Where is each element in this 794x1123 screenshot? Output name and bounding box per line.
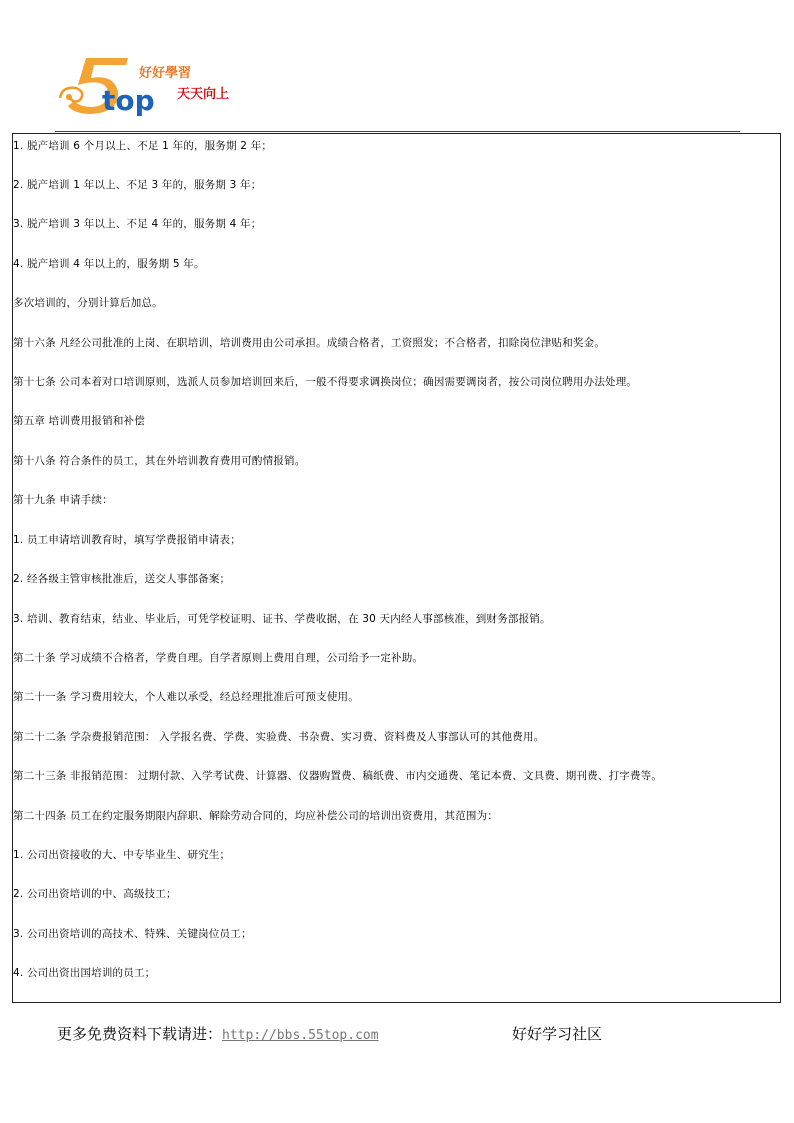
chapter-heading: 第五章 培训费用报销和补偿 [13, 415, 145, 427]
list-item: 2. 公司出资培训的中、高级技工； [13, 888, 177, 900]
slogan-line-2: 天天向上 [177, 87, 230, 102]
article-23: 第二十三条 非报销范围： 过期付款、入学考试费、计算器、仪器购置费、稿纸费、市内交通费、笔记本费、文具费、期刊费、打字费等。 [13, 770, 663, 782]
list-item: 2. 脱产培训 1 年以上、不足 3 年的，服务期 3 年； [13, 179, 262, 191]
article-19: 第十九条 申请手续： [13, 494, 113, 506]
document-body [12, 133, 781, 1003]
paragraph: 多次培训的，分别计算后加总。 [13, 297, 163, 309]
article-24: 第二十四条 员工在约定服务期限内辞职、解除劳动合同的，均应补偿公司的培训出资费用，其范围为： [13, 810, 499, 822]
article-20: 第二十条 学习成绩不合格者，学费自理。自学者原则上费用自理，公司给予一定补助。 [13, 652, 424, 664]
article-18: 第十八条 符合条件的员工，其在外培训教育费用可酌情报销。 [13, 455, 306, 467]
footer-prefix: 更多免费资料下载请进： [57, 1025, 223, 1043]
article-16: 第十六条 凡经公司批准的上岗、在职培训，培训费用由公司承担。成绩合格者，工资照发；不合格者，扣除岗位津贴和奖金。 [13, 337, 606, 349]
header-divider [55, 131, 740, 132]
list-item: 1. 员工申请培训教育时，填写学费报销申请表； [13, 534, 241, 546]
footer-link[interactable]: http://bbs.55top.com [222, 1028, 379, 1043]
list-item: 3. 脱产培训 3 年以上、不足 4 年的，服务期 4 年； [13, 218, 262, 230]
site-logo [56, 52, 246, 122]
article-22: 第二十二条 学杂费报销范围： 入学报名费、学费、实验费、书杂费、实习费、资料费及人事部认可的其他费用。 [13, 731, 545, 743]
logo-wordmark: top [102, 84, 155, 117]
list-item: 4. 公司出资出国培训的员工； [13, 967, 156, 979]
list-item: 3. 培训、教育结束，结业、毕业后，可凭学校证明、证书、学费收据，在 30 天内经人事部核准，到财务部报销。 [13, 613, 551, 625]
list-item: 3. 公司出资培训的高技术、特殊、关键岗位员工； [13, 928, 252, 940]
slogan-line-1: 好好學習 [139, 66, 192, 81]
article-17: 第十七条 公司本着对口培训原则，选派人员参加培训回来后，一般不得要求调换岗位；确因需要调岗者，按公司岗位聘用办法处理。 [13, 376, 638, 388]
list-item: 1. 公司出资接收的大、中专毕业生、研究生； [13, 849, 231, 861]
list-item: 1. 脱产培训 6 个月以上、不足 1 年的，服务期 2 年； [13, 140, 273, 152]
article-21: 第二十一条 学习费用较大，个人难以承受，经总经理批准后可预支使用。 [13, 691, 359, 703]
footer-download-note [57, 1023, 379, 1044]
footer-community: 好好学习社区 [512, 1025, 603, 1043]
list-item: 4. 脱产培训 4 年以上的，服务期 5 年。 [13, 258, 205, 270]
list-item: 2. 经各级主管审核批准后，送交人事部备案； [13, 573, 231, 585]
